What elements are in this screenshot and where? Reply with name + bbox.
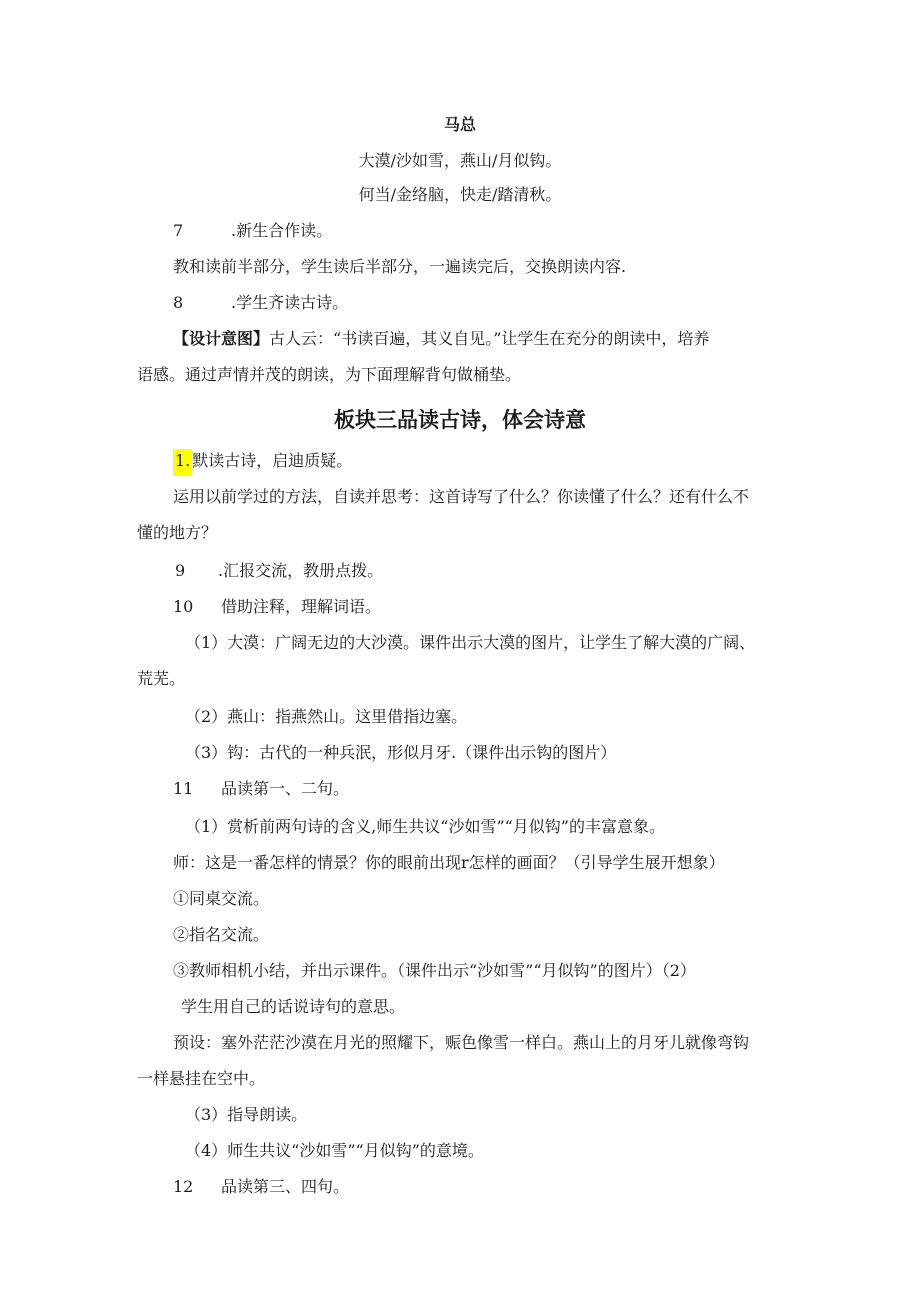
poem-title: 马总	[443, 115, 476, 134]
vocab-desert: （1）大漠：广阔无边的大沙漠。课件出示大漠的图片，让学生了解大漠的广阔、	[185, 633, 756, 652]
step-10	[173, 596, 381, 618]
circle-item-3: ③教师相机小结，并出示课件。（课件出示“沙如雪”“月似钩”的图片）（2）	[173, 961, 696, 980]
step-text: 品读第三、四句。	[221, 1177, 350, 1196]
design-intent-label: 【设计意图】	[173, 329, 270, 348]
circle-item-2: ②指名交流。	[173, 925, 270, 944]
poem-line-1: 大漠/沙如雪，燕山/月似钩。	[358, 151, 562, 170]
step-11-part-2: 学生用自己的话说诗句的意思。	[181, 997, 406, 1016]
step-11	[173, 778, 349, 800]
poem-line-2: 何当/金络脑，快走/踏清秋。	[358, 185, 562, 204]
step-number: 12	[173, 1177, 194, 1196]
step-text: .新生合作读。	[231, 221, 333, 240]
item-1-desc-line-2: 懂的地方？	[137, 523, 218, 542]
step-11-part-3: （3）指导朗读。	[185, 1105, 308, 1124]
step-number: 8	[173, 293, 184, 312]
step-11-part-4: （4）师生共议“沙如雪”“月似钩”的意境。	[185, 1141, 484, 1160]
step-number: 11	[173, 779, 194, 798]
vocab-hook: （3）钩：古代的一种兵泯，形似月牙.（课件出示钩的图片）	[185, 743, 617, 762]
item-1-desc-line-1: 运用以前学过的方法，自读并思考：这首诗写了什么？你读懂了什么？还有什么不	[173, 487, 750, 506]
preset-line-2: 一样悬挂在空中。	[137, 1069, 266, 1088]
item-1	[173, 450, 352, 472]
section-heading: 板块三品读古诗，体会诗意	[334, 408, 586, 432]
design-intent-line-2: 语感。通过声情并茂的朗读，为下面理解背句做桶垫。	[137, 365, 522, 384]
design-intent-text: 古人云：“书读百遍，其义自见。”让学生在充分的朗读中，培养	[269, 329, 710, 348]
design-intent	[173, 328, 709, 350]
step-7-description: 教和读前半部分，学生读后半部分，一遍读完后，交换朗读内容.	[173, 257, 627, 276]
step-number: 9	[175, 561, 186, 580]
circle-item-1: ①同桌交流。	[173, 889, 270, 908]
step-number: 10	[173, 597, 194, 616]
vocab-yanshan: （2）燕山：指燕然山。这里借指边塞。	[185, 707, 468, 726]
vocab-desert-line-2: 荒芜。	[137, 669, 186, 688]
step-text: 品读第一、二句。	[221, 779, 350, 798]
step-11-part-1: （1）赏析前两句诗的含义,师生共议“沙如雪”“月似钩”的丰富意象。	[185, 817, 665, 836]
step-9	[175, 560, 383, 582]
preset-line-1: 预设：塞外茫茫沙漠在月光的照耀下，赈色像雪一样白。燕山上的月牙儿就像弯钩	[173, 1033, 750, 1052]
item-text: 默读古诗，启迪质疑。	[192, 451, 353, 470]
step-number: 7	[173, 221, 184, 240]
step-text: .汇报交流，教册点拨。	[218, 561, 384, 580]
step-12	[173, 1176, 349, 1198]
step-7	[173, 220, 332, 242]
step-8	[173, 292, 348, 314]
highlight-marker: 1.	[173, 449, 192, 476]
step-text: 借助注释，理解词语。	[221, 597, 382, 616]
step-text: .学生齐读古诗。	[231, 293, 349, 312]
teacher-question: 师：这是一番怎样的情景？你的眼前出现r怎样的画面？（引导学生展开想象）	[173, 853, 725, 872]
